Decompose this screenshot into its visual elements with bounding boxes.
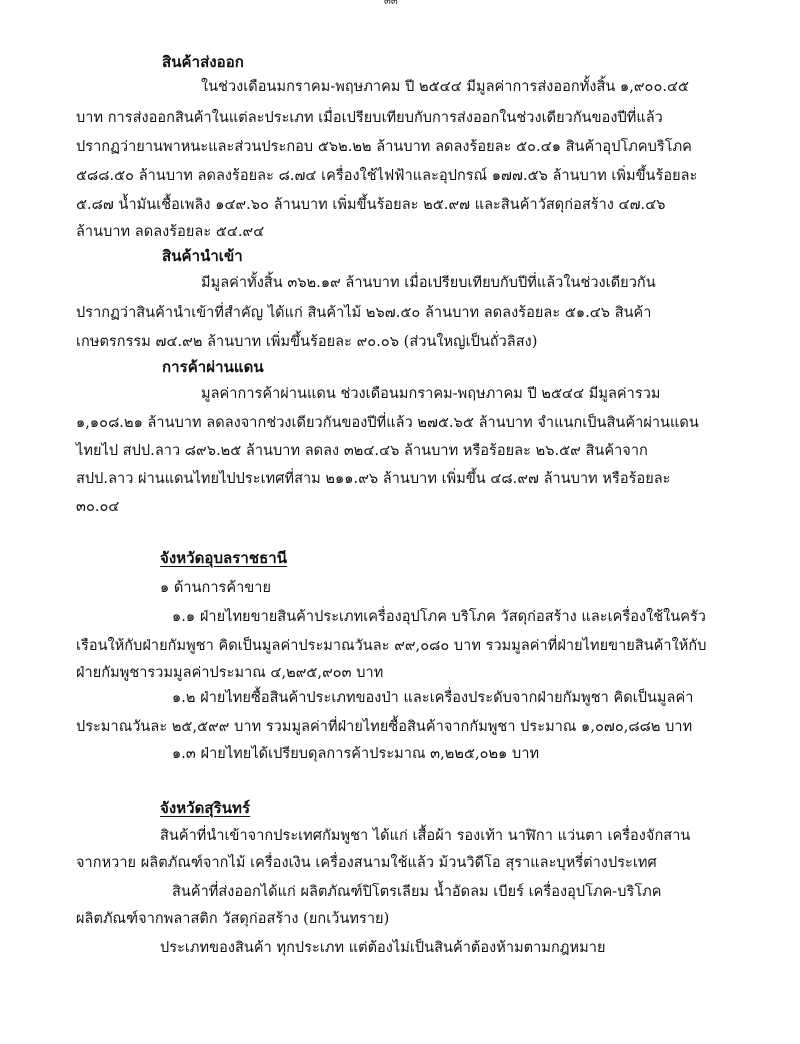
ubon-line: ๑.๑ ฝ่ายไทยขายสินค้าประเภทเครื่องอุปโภค บริโภค วัสดุก่อสร้าง และเครื่องใช้ในครัว bbox=[172, 609, 706, 625]
surin-heading: จังหวัดสุรินทร์ bbox=[160, 799, 251, 817]
surin-line: สินค้าที่นำเข้าจากประเทศกัมพูชา ได้แก่ เสื้อผ้า รองเท้า นาฬิกา แว่นตา เครื่องจักสาน bbox=[160, 828, 691, 844]
exports-line: ปรากฏว่ายานพาหนะและส่วนประกอบ ๕๖๒.๒๒ ล้านบาท ลดลงร้อยละ ๕๐.๔๑ สินค้าอุปโภคบริโภค bbox=[76, 139, 692, 155]
surin-line: ประเภทของสินค้า ทุกประเภท แต่ต้องไม่เป็นสินค้าต้องห้ามตามกฎหมาย bbox=[160, 940, 606, 956]
transit-line: สปป.ลาว ผ่านแดนไทยไปประเทศที่สาม ๒๑๑.๙๖ ล้านบาท เพิ่มขึ้น ๔๘.๙๗ ล้านบาท หรือร้อยละ bbox=[76, 471, 671, 487]
transit-line: ไทยไป สปป.ลาว ๘๙๖.๒๕ ล้านบาท ลดลง ๓๒๔.๔๖ ล้านบาท หรือร้อยละ ๒๖.๕๙ สินค้าจาก bbox=[76, 443, 648, 459]
ubon-line: ฝ่ายกัมพูชารวมมูลค่าประมาณ ๔,๒๙๕,๙๐๓ บาท bbox=[76, 665, 384, 681]
transit-heading: การค้าผ่านแดน bbox=[162, 358, 264, 376]
imports-line: เกษตรกรรม ๗๔.๙๒ ล้านบาท เพิ่มขึ้นร้อยละ ๙๐.๐๖ (ส่วนใหญ่เป็นถั่วลิสง) bbox=[76, 334, 538, 350]
exports-heading: สินค้าส่งออก bbox=[162, 53, 244, 71]
ubon-subheading: ๑ ด้านการค้าขาย bbox=[160, 580, 272, 596]
surin-line: จากหวาย ผลิตภัณฑ์จากไม้ เครื่องเงิน เครื่องสนามใช้แล้ว ม้วนวิดีโอ สุราและบุหรี่ต่างประเทศ bbox=[76, 855, 657, 871]
imports-heading: สินค้านำเข้า bbox=[162, 247, 243, 265]
ubon-line: ๑.๓ ฝ่ายไทยได้เปรียบดุลการค้าประมาณ ๓,๒๒๕,๐๒๑ บาท bbox=[172, 746, 540, 762]
ubon-line: เรือนให้กับฝ่ายกัมพูชา คิดเป็นมูลค่าประมาณวันละ ๙๙,๐๘๐ บาท รวมมูลค่าที่ฝ่ายไทยขายสินค้าให้กับ bbox=[76, 638, 707, 654]
surin-line: สินค้าที่ส่งออกได้แก่ ผลิตภัณฑ์ปิโตรเลียม น้ำอัดลม เบียร์ เครื่องอุปโภค-บริโภค bbox=[172, 884, 662, 900]
exports-line: ๕.๘๗ น้ำมันเชื้อเพลิง ๑๔๙.๖๐ ล้านบาท เพิ่มขึ้นร้อยละ ๒๕.๙๗ และสินค้าวัสดุก่อสร้าง ๔๗.๔๖ bbox=[76, 197, 666, 213]
transit-line: ๑,๑๐๘.๒๑ ล้านบาท ลดลงจากช่วงเดียวกันของปีที่แล้ว ๒๗๕.๖๕ ล้านบาท จำแนกเป็นสินค้าผ่านแดน bbox=[76, 415, 699, 431]
exports-line: บาท การส่งออกสินค้าในแต่ละประเภท เมื่อเปรียบเทียบกับการส่งออกในช่วงเดียวกันของปีที่แล้ว bbox=[76, 110, 663, 126]
imports-line: มีมูลค่าทั้งสิ้น ๓๖๒.๑๙ ล้านบาท เมื่อเปรียบเทียบกับปีที่แล้วในช่วงเดียวกัน bbox=[201, 275, 656, 291]
transit-line: มูลค่าการค้าผ่านแดน ช่วงเดือนมกราคม-พฤษภาคม ปี ๒๕๔๔ มีมูลค่ารวม bbox=[201, 386, 661, 402]
page-number: ๓๓ bbox=[384, 0, 398, 7]
ubon-line: ประมาณวันละ ๒๕,๕๙๙ บาท รวมมูลค่าที่ฝ่ายไทยซื้อสินค้าจากกัมพูชา ประมาณ ๑,๐๗๐,๘๘๒ บาท bbox=[76, 719, 693, 735]
transit-line: ๓๐.๐๔ bbox=[76, 499, 120, 515]
ubon-line: ๑.๒ ฝ่ายไทยซื้อสินค้าประเภทของป่า และเครื่องประดับจากฝ่ายกัมพูชา คิดเป็นมูลค่า bbox=[172, 690, 694, 706]
exports-line: ล้านบาท ลดลงร้อยละ ๕๔.๙๔ bbox=[76, 224, 265, 240]
ubon-heading: จังหวัดอุบลราชธานี bbox=[160, 549, 288, 567]
surin-line: ผลิตภัณฑ์จากพลาสติก วัสดุก่อสร้าง (ยกเว้นทราย) bbox=[76, 911, 390, 927]
exports-line: ในช่วงเดือนมกราคม-พฤษภาคม ปี ๒๕๔๔ มีมูลค่าการส่งออกทั้งสิ้น ๑,๙๐๐.๔๕ bbox=[201, 79, 690, 95]
exports-line: ๕๘๘.๕๐ ล้านบาท ลดลงร้อยละ ๘.๗๔ เครื่องใช้ไฟฟ้าและอุปกรณ์ ๑๗๗.๕๖ ล้านบาท เพิ่มขึ้นร้อยละ bbox=[76, 168, 698, 184]
imports-line: ปรากฏว่าสินค้านำเข้าที่สำคัญ ได้แก่ สินค้าไม้ ๒๖๗.๕๐ ล้านบาท ลดลงร้อยละ ๕๑.๔๖ สินค้า bbox=[76, 305, 652, 321]
